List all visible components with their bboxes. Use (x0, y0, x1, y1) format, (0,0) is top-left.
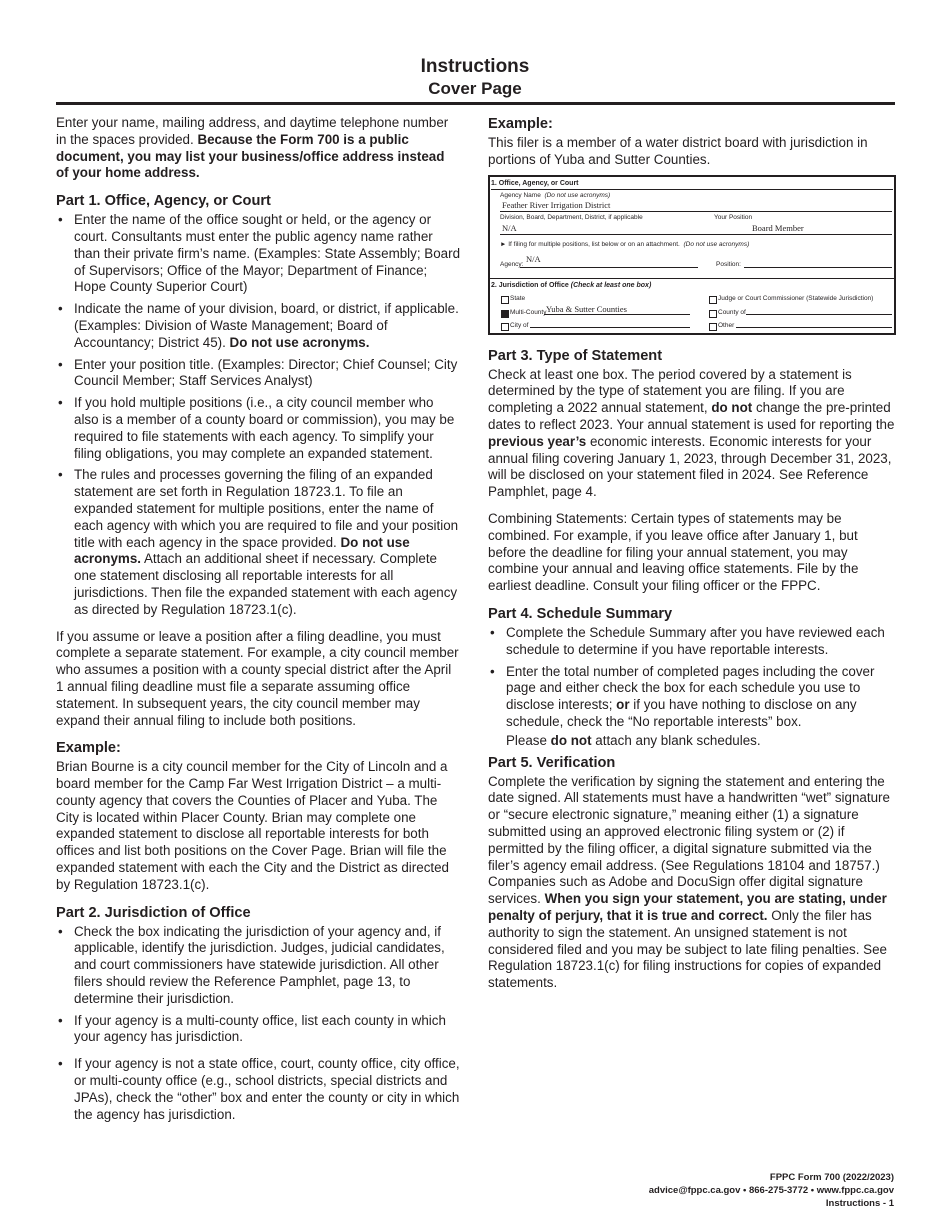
form-rule (544, 314, 690, 315)
judge-label: Judge or Court Commissioner (Statewide Jurisdiction) (718, 294, 874, 302)
page-title: Instructions (420, 56, 530, 77)
page-subtitle: Cover Page (428, 79, 522, 98)
form-rule (520, 267, 698, 268)
bullet-icon: • (58, 1012, 63, 1028)
intro-paragraph: Enter your name, mailing address, and daytime telephone number in the spaces provided. Because the Form 700 is a public document, you may list your business/office address instead of your home address. (56, 115, 449, 181)
form-rule (500, 211, 892, 212)
agency-name-value: Feather River Irrigation District (502, 199, 611, 210)
list-item: • Check the box indicating the jurisdiction of your agency and, if applicable, identify the jurisdiction. Judges, judicial candidates, and court commissioners have statewide jurisdiction. All other filers should review the Reference Pamphlet, page 13, to determine their jurisdiction. (58, 923, 445, 1006)
bullet-icon: • (58, 923, 63, 939)
bullet-icon: • (490, 624, 495, 640)
form-section-divider (490, 278, 894, 279)
bullet-icon: • (58, 395, 63, 411)
form-rule (500, 234, 892, 235)
right-column (488, 115, 896, 1002)
part1-list (56, 212, 460, 618)
example-paragraph: This filer is a member of a water district board with jurisdiction in portions of Yuba and Sutter Counties. (488, 135, 868, 167)
form-rule (744, 267, 892, 268)
form-id: FPPC Form 700 (2022/2023) (769, 1172, 894, 1183)
list-item: • Enter the total number of completed pages including the cover page and either check the box for each schedule you use to disclose interests; or if you have nothing to disclose on any schedule, check the “No reportable interests” box. (490, 663, 875, 729)
list-item: • If you hold multiple positions (i.e., a city council member who also is a member of a county board or commission), you may be required to file statements with each agency. To simplify your filing obligations, you may complete an expanded statement. (58, 395, 455, 461)
part3-paragraph: Check at least one box. The period covered by a statement is determined by the type of statement you are filing. If you are completing a 2022 annual statement, do not change the pre-printed dates to reflect 2023. Your annual statement is used for reporting the previous year’s economic interests. Economic interests for your annual filing covering January 1, 2023, through December 31, 2023, will be disclosed on your statement filed in 2024. See Reference Pamphlet, page 4. (488, 366, 895, 500)
county-checkbox (709, 310, 717, 318)
list-item: • If your agency is not a state office, court, county office, city office, or multi-county office (e.g., school districts, special districts and JPAs), check the “other” box and enter the county or city in which the agency has jurisdiction. (58, 1056, 460, 1122)
page-number: Instructions - 1 (825, 1198, 894, 1209)
part1-heading: Part 1. Office, Agency, or Court (56, 193, 271, 210)
assume-office-paragraph: If you assume or leave a position after a filing deadline, you must complete a separate statement. For example, a city council member who assumes a position with a county special district after the April 1 annual filing deadline must file a separate assuming office statement. In subsequent years, the city council member may expand their annual filing to include both positions. (56, 628, 459, 728)
division-label: Division, Board, Department, District, if applicable (500, 213, 643, 221)
example-form (488, 175, 896, 335)
form-section2-title: 2. Jurisdiction of Office (Check at least one box) (491, 281, 652, 289)
left-column (56, 115, 460, 1133)
other-checkbox (709, 323, 717, 331)
judge-checkbox (709, 296, 717, 304)
other-label: Other (718, 321, 735, 329)
agency-name-label: Agency Name (Do not use acronyms) (500, 191, 611, 199)
multi-position-note: ► If filing for multiple positions, list below or on an attachment. (Do not use acronyms) (500, 240, 750, 248)
header-divider (56, 102, 895, 105)
part4-list (488, 625, 896, 731)
part2-heading: Part 2. Jurisdiction of Office (56, 904, 251, 921)
bullet-icon: • (58, 467, 63, 483)
example-heading: Example: (488, 116, 553, 132)
division-value: N/A (502, 222, 517, 233)
position-label: Your Position (714, 213, 753, 221)
part5-heading: Part 5. Verification (488, 754, 616, 771)
part4-heading: Part 4. Schedule Summary (488, 605, 673, 622)
bullet-icon: • (58, 301, 63, 317)
contact-line: advice@fppc.ca.gov • 866-275-3772 • www.fppc.ca.gov (648, 1185, 894, 1196)
list-item: • If your agency is a multi-county office, list each county in which your agency has jurisdiction. (58, 1012, 446, 1045)
multi-county-checkbox-checked (501, 310, 509, 318)
combining-paragraph: Combining Statements: Certain types of statements may be combined. For example, if you leave office after January 1, but before the deadline for filing your annual statement, you may combine your annual and leaving office statements. File by the earliest deadline. Consult your filing officer or the FPPC. (488, 510, 859, 594)
part5-paragraph: Complete the verification by signing the statement and entering the date signed. All statements must have a handwritten “wet” signature or “secure electronic signature,” meaning either (1) a signature submitted using an approved electronic filing system or (2) if permitted by the filing officer, a digital signature submitted via the filer’s agency email address. (See Regulations 18104 and 18757.) Companies such as Adobe and DocuSign offer digital signature services. When you sign your statement, you are stating, under penalty of perjury, that it is true and correct. Only the filer has authority to sign the statement. An unsigned statement is not considered filed and you may be subject to late filing penalties. See Regulation 18723.1(c) for filing instructions for copies of expanded statements. (488, 773, 890, 991)
list-item: • Complete the Schedule Summary after you have reviewed each schedule to determine if you have reportable interests. (490, 624, 885, 657)
part3-heading: Part 3. Type of Statement (488, 347, 663, 364)
form-rule (530, 327, 690, 328)
city-checkbox (501, 323, 509, 331)
county-of-label: County of (718, 308, 746, 316)
city-of-label: City of (510, 321, 529, 329)
agency-label: Agency: (500, 260, 524, 268)
example-paragraph: Brian Bourne is a city council member for the City of Lincoln and a board member for the Camp Far West Irrigation District – a multi-county agency that covers the Counties of Placer and Yuba. The City is located within Placer County. Brian may complete one expanded statement to disclose all reportable interests for both offices and list both positions on the Cover Page. Brian will file the expanded statement with each the City and the District as directed by Regulation 18723.1(c). (56, 759, 450, 892)
bullet-icon: • (58, 356, 63, 372)
multi-county-label: Multi-County (510, 308, 547, 316)
state-checkbox (501, 296, 509, 304)
agency-value: N/A (526, 253, 541, 264)
form-rule (746, 314, 892, 315)
part4-note: Please do not attach any blank schedules. (506, 732, 761, 748)
list-item: • Indicate the name of your division, board, or district, if applicable. (Examples: Division of Waste Management; Board of Accountancy; District 45). Do not use acronyms. (58, 301, 459, 350)
position-value: Board Member (752, 222, 804, 233)
bullet-icon: • (490, 663, 495, 679)
list-item: • Enter the name of the office sought or held, or the agency or court. Consultants must enter the public agency name rather than their private firm’s name. (Examples: State Assembly; Board of Supervisors; Office of the Mayor; Department of Finance; Hope County Superior Court) (58, 212, 461, 295)
page-footer (649, 1171, 894, 1210)
position2-label: Position: (716, 260, 741, 268)
example-heading: Example: (56, 740, 121, 757)
bullet-icon: • (58, 212, 63, 228)
list-item: • Enter your position title. (Examples: Director; Chief Counsel; City Council Member; Staff Services Analyst) (58, 356, 458, 389)
list-item: • The rules and processes governing the filing of an expanded statement are set forth in Regulation 18723.1. To file an expanded statement for multiple positions, enter the name of each agency with which you are required to file and your position title with each agency in the space provided. Do not use acronyms. Attach an additional sheet if necessary. Complete one statement disclosing all reportable interests for all jurisdictions. Then file the expanded statement with each agency as directed by Regulation 18723.1(c). (58, 467, 459, 617)
form-section1-title: 1. Office, Agency, or Court (491, 179, 579, 187)
form-rule (491, 189, 893, 190)
page-header (0, 55, 950, 99)
part2-list (56, 924, 460, 1124)
multi-county-value: Yuba & Sutter Counties (546, 303, 627, 314)
bullet-icon: • (58, 1056, 63, 1072)
form-rule (736, 327, 892, 328)
state-label: State (510, 294, 526, 302)
